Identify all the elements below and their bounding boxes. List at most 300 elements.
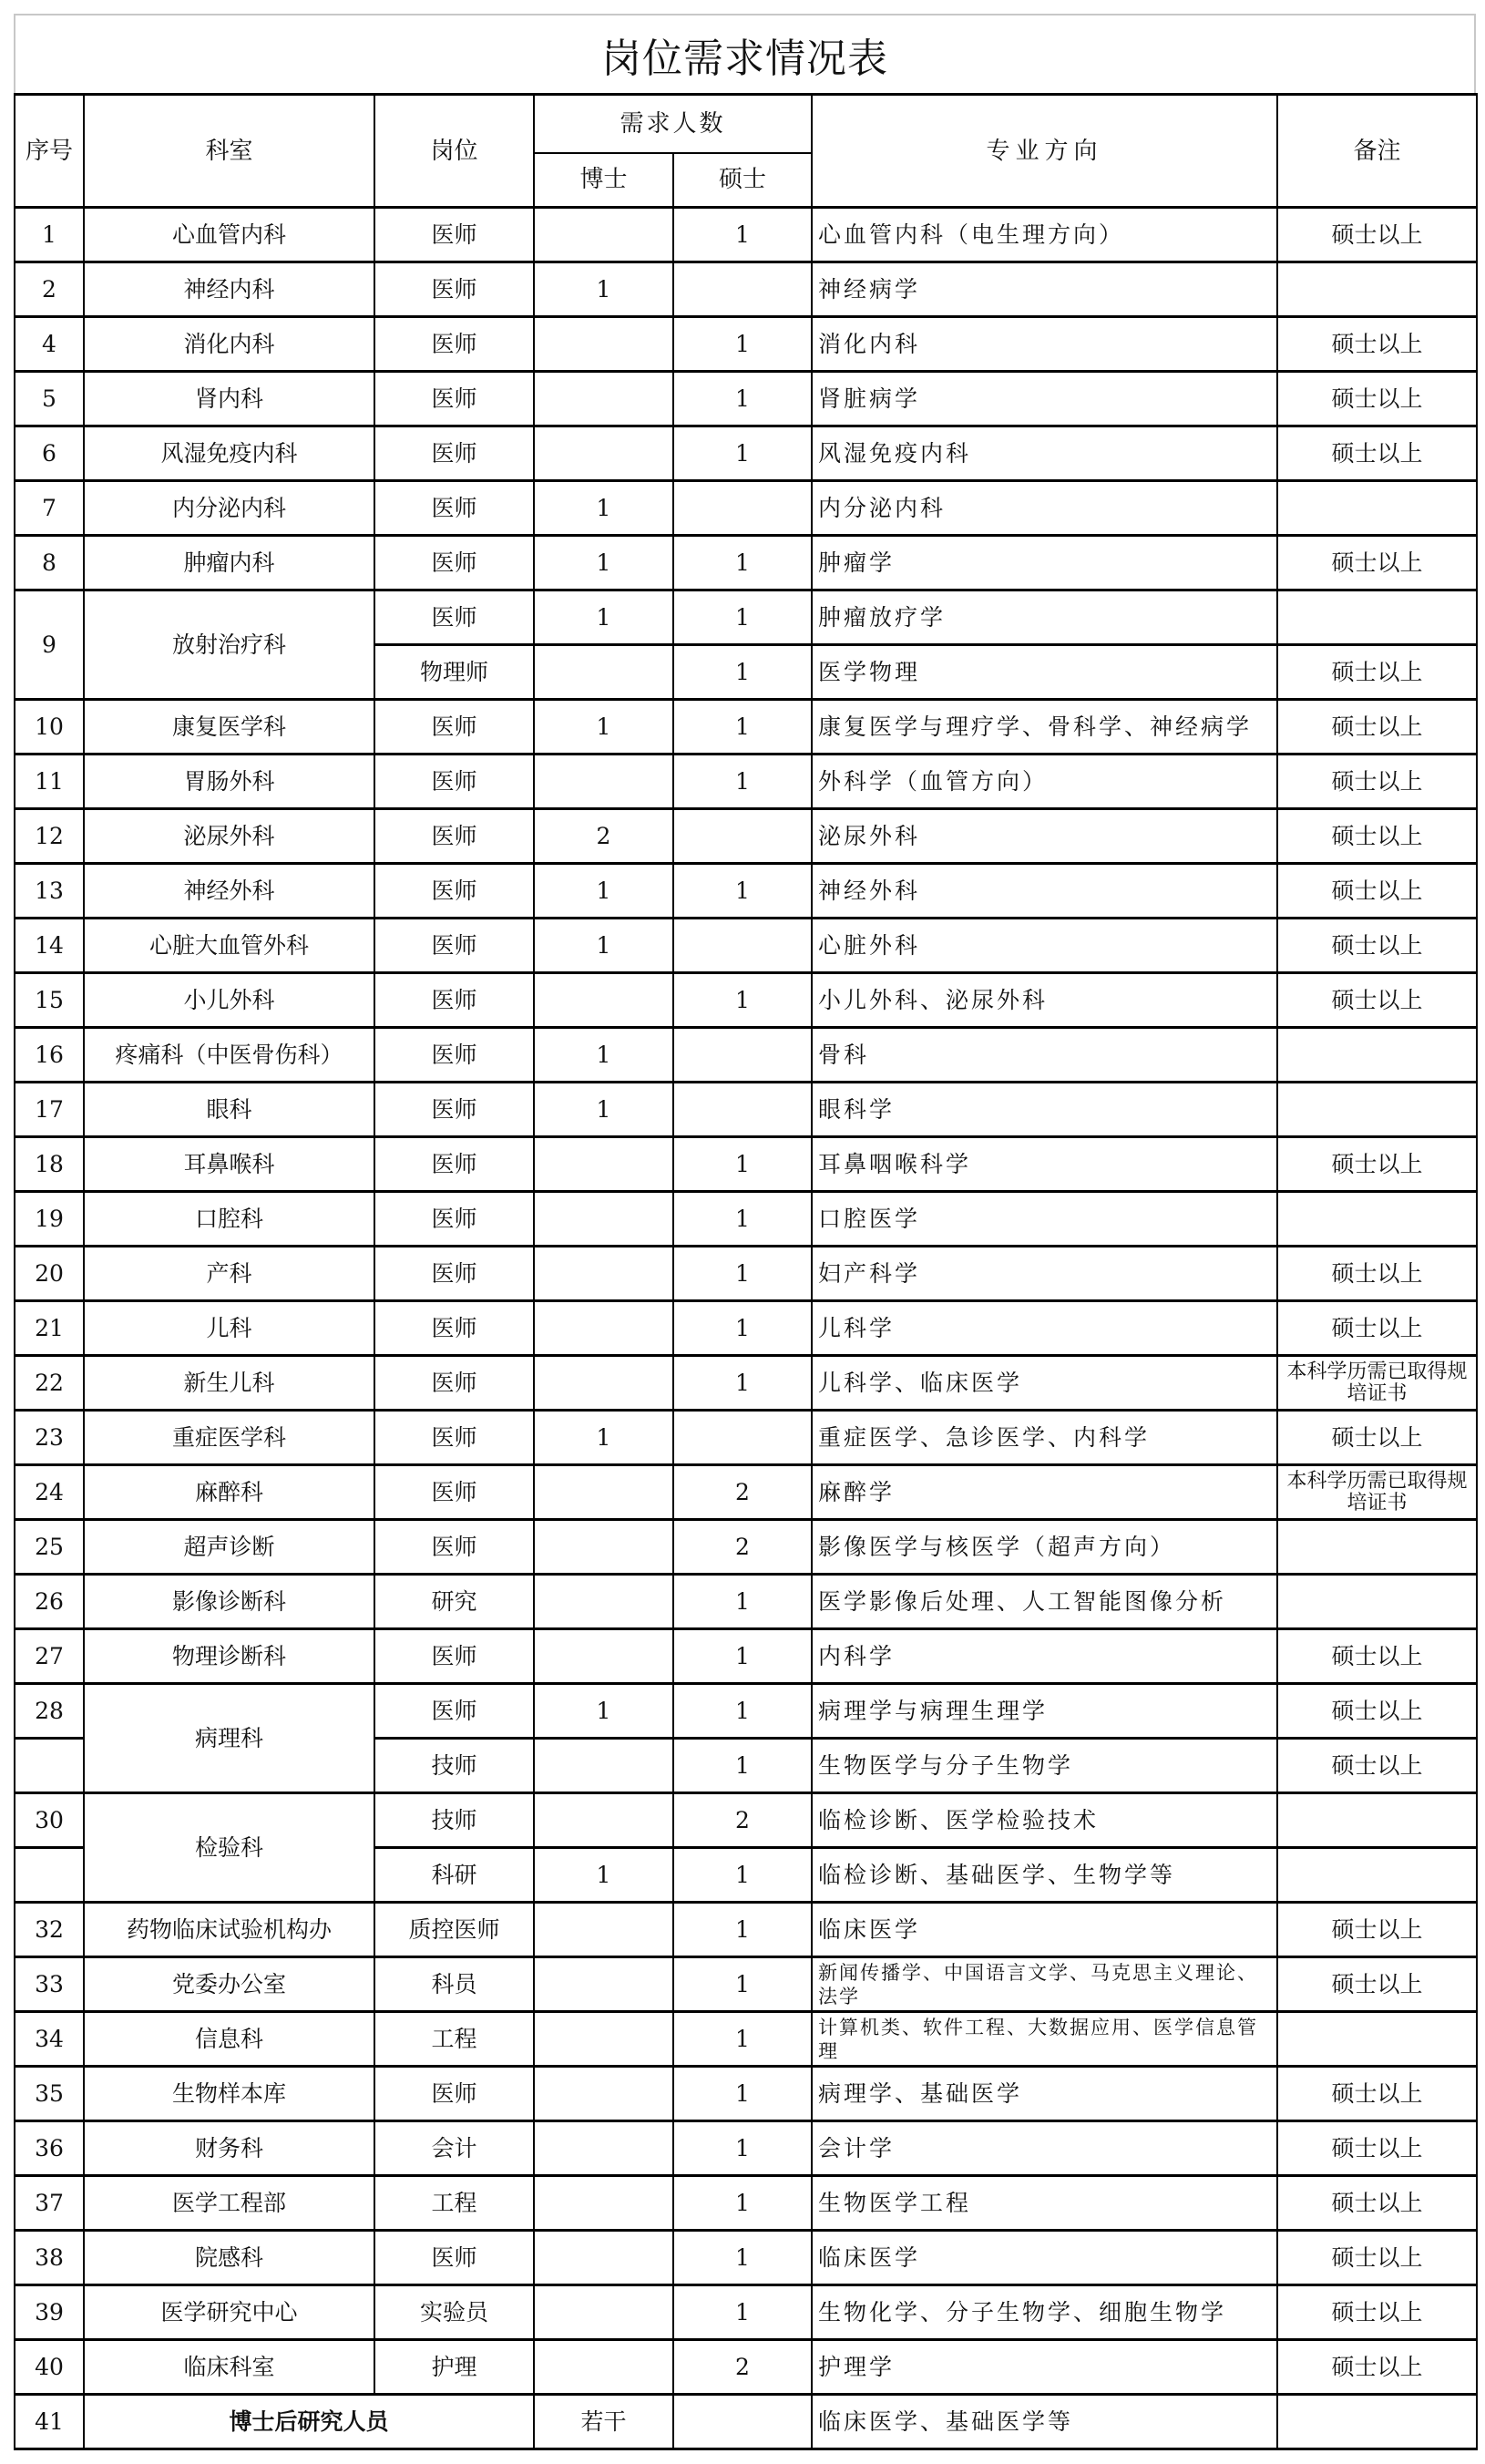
cell-dept: 产科 — [84, 1247, 374, 1301]
cell-major: 重症医学、急诊医学、内科学 — [812, 1411, 1277, 1465]
header-seq: 序号 — [15, 95, 84, 208]
cell-note: 硕士以上 — [1277, 1903, 1477, 1957]
cell-dept: 党委办公室 — [84, 1957, 374, 2012]
cell-major: 医学影像后处理、人工智能图像分析 — [812, 1575, 1277, 1629]
cell-seq: 8 — [15, 536, 84, 590]
cell-seq: 7 — [15, 481, 84, 536]
cell-note — [1277, 1848, 1477, 1903]
cell-note: 硕士以上 — [1277, 372, 1477, 426]
cell-major: 临床医学 — [812, 1903, 1277, 1957]
cell-seq: 25 — [15, 1520, 84, 1575]
cell-major: 儿科学、临床医学 — [812, 1356, 1277, 1411]
cell-seq: 19 — [15, 1192, 84, 1247]
cell-note: 硕士以上 — [1277, 1137, 1477, 1192]
cell-dept: 影像诊断科 — [84, 1575, 374, 1629]
cell-note: 硕士以上 — [1277, 2340, 1477, 2395]
cell-major: 康复医学与理疗学、骨科学、神经病学 — [812, 700, 1277, 755]
cell-phd — [534, 973, 673, 1028]
cell-seq: 10 — [15, 700, 84, 755]
table-row — [15, 1028, 1477, 1083]
cell-position: 技师 — [374, 1739, 534, 1793]
cell-major: 肾脏病学 — [812, 372, 1277, 426]
table-row — [15, 426, 1477, 481]
cell-seq: 39 — [15, 2285, 84, 2340]
cell-position: 医师 — [374, 1684, 534, 1739]
cell-master: 2 — [673, 2340, 812, 2395]
cell-note: 硕士以上 — [1277, 1684, 1477, 1739]
table-row — [15, 1465, 1477, 1520]
cell-dept: 泌尿外科 — [84, 809, 374, 864]
cell-major: 计算机类、软件工程、大数据应用、医学信息管理 — [812, 2012, 1277, 2067]
table-row — [15, 2176, 1477, 2231]
cell-master: 1 — [673, 2285, 812, 2340]
table-row — [15, 1411, 1477, 1465]
table-row — [15, 536, 1477, 590]
cell-seq: 23 — [15, 1411, 84, 1465]
cell-seq: 40 — [15, 2340, 84, 2395]
cell-master: 1 — [673, 755, 812, 809]
cell-seq: 38 — [15, 2231, 84, 2285]
cell-note — [1277, 1028, 1477, 1083]
cell-position: 医师 — [374, 426, 534, 481]
cell-seq: 2 — [15, 262, 84, 317]
cell-note: 硕士以上 — [1277, 809, 1477, 864]
cell-major: 儿科学 — [812, 1301, 1277, 1356]
cell-note: 硕士以上 — [1277, 317, 1477, 372]
title-bar — [14, 14, 1476, 93]
table-row — [15, 1356, 1477, 1411]
cell-major: 生物医学与分子生物学 — [812, 1739, 1277, 1793]
cell-dept: 检验科 — [84, 1793, 374, 1903]
cell-master: 1 — [673, 2176, 812, 2231]
cell-major: 生物化学、分子生物学、细胞生物学 — [812, 2285, 1277, 2340]
cell-position: 护理 — [374, 2340, 534, 2395]
cell-phd — [534, 1903, 673, 1957]
cell-note: 硕士以上 — [1277, 1411, 1477, 1465]
page-title: 岗位需求情况表 — [601, 35, 888, 82]
cell-seq: 11 — [15, 755, 84, 809]
cell-major: 临床医学 — [812, 2231, 1277, 2285]
cell-note — [1277, 2012, 1477, 2067]
table-row — [15, 2285, 1477, 2340]
cell-position: 医师 — [374, 208, 534, 262]
cell-master: 1 — [673, 536, 812, 590]
table-row — [15, 2395, 1477, 2449]
cell-major: 临检诊断、基础医学、生物学等 — [812, 1848, 1277, 1903]
cell-major: 内科学 — [812, 1629, 1277, 1684]
cell-dept: 眼科 — [84, 1083, 374, 1137]
cell-major: 影像医学与核医学（超声方向） — [812, 1520, 1277, 1575]
cell-dept: 肿瘤内科 — [84, 536, 374, 590]
cell-master: 1 — [673, 1903, 812, 1957]
cell-phd — [534, 1739, 673, 1793]
cell-dept: 消化内科 — [84, 317, 374, 372]
cell-master — [673, 919, 812, 973]
cell-note: 硕士以上 — [1277, 755, 1477, 809]
cell-major: 外科学（血管方向） — [812, 755, 1277, 809]
cell-seq — [15, 1848, 84, 1903]
cell-position: 医师 — [374, 1411, 534, 1465]
table-row — [15, 1083, 1477, 1137]
cell-master: 1 — [673, 372, 812, 426]
cell-phd — [534, 2285, 673, 2340]
cell-note: 硕士以上 — [1277, 973, 1477, 1028]
cell-dept: 神经内科 — [84, 262, 374, 317]
cell-dept: 心血管内科 — [84, 208, 374, 262]
table-row — [15, 1903, 1477, 1957]
cell-phd — [534, 2231, 673, 2285]
cell-master: 1 — [673, 2121, 812, 2176]
cell-phd — [534, 372, 673, 426]
cell-note: 硕士以上 — [1277, 1247, 1477, 1301]
cell-note: 硕士以上 — [1277, 2121, 1477, 2176]
cell-dept: 心脏大血管外科 — [84, 919, 374, 973]
cell-note — [1277, 1083, 1477, 1137]
cell-master: 1 — [673, 590, 812, 645]
cell-major: 肿瘤学 — [812, 536, 1277, 590]
cell-position: 研究 — [374, 1575, 534, 1629]
cell-master: 1 — [673, 1301, 812, 1356]
cell-position: 物理师 — [374, 645, 534, 700]
cell-master: 1 — [673, 1192, 812, 1247]
table-row — [15, 2231, 1477, 2285]
cell-seq: 36 — [15, 2121, 84, 2176]
cell-phd — [534, 317, 673, 372]
cell-phd: 若干 — [534, 2395, 673, 2449]
cell-position: 医师 — [374, 809, 534, 864]
cell-master: 2 — [673, 1465, 812, 1520]
cell-position: 医师 — [374, 1137, 534, 1192]
cell-position: 医师 — [374, 262, 534, 317]
cell-seq: 5 — [15, 372, 84, 426]
cell-dept: 儿科 — [84, 1301, 374, 1356]
cell-master: 1 — [673, 208, 812, 262]
cell-position: 质控医师 — [374, 1903, 534, 1957]
table-row — [15, 317, 1477, 372]
cell-major: 小儿外科、泌尿外科 — [812, 973, 1277, 1028]
cell-major: 泌尿外科 — [812, 809, 1277, 864]
cell-dept: 肾内科 — [84, 372, 374, 426]
header-demand: 需求人数 — [534, 95, 812, 153]
cell-phd — [534, 1575, 673, 1629]
cell-master — [673, 809, 812, 864]
header-position: 岗位 — [374, 95, 534, 208]
table-row — [15, 919, 1477, 973]
cell-seq: 27 — [15, 1629, 84, 1684]
table-row — [15, 2012, 1477, 2067]
cell-position: 医师 — [374, 317, 534, 372]
cell-master: 1 — [673, 1247, 812, 1301]
cell-dept: 博士后研究人员 — [84, 2395, 534, 2449]
cell-position: 医师 — [374, 1301, 534, 1356]
table-row — [15, 2340, 1477, 2395]
cell-master: 1 — [673, 973, 812, 1028]
cell-seq: 13 — [15, 864, 84, 919]
cell-phd: 1 — [534, 536, 673, 590]
cell-dept: 新生儿科 — [84, 1356, 374, 1411]
cell-dept: 信息科 — [84, 2012, 374, 2067]
cell-dept: 神经外科 — [84, 864, 374, 919]
cell-master — [673, 2395, 812, 2449]
cell-seq: 33 — [15, 1957, 84, 2012]
cell-note — [1277, 590, 1477, 645]
cell-seq: 24 — [15, 1465, 84, 1520]
cell-major: 内分泌内科 — [812, 481, 1277, 536]
cell-master: 1 — [673, 700, 812, 755]
cell-note — [1277, 262, 1477, 317]
cell-phd — [534, 1356, 673, 1411]
cell-master: 1 — [673, 864, 812, 919]
cell-seq: 15 — [15, 973, 84, 1028]
cell-seq: 26 — [15, 1575, 84, 1629]
cell-seq: 41 — [15, 2395, 84, 2449]
cell-note: 硕士以上 — [1277, 2231, 1477, 2285]
cell-dept: 物理诊断科 — [84, 1629, 374, 1684]
table-row — [15, 1684, 1477, 1739]
table-row — [15, 208, 1477, 262]
cell-dept: 临床科室 — [84, 2340, 374, 2395]
cell-master: 1 — [673, 1356, 812, 1411]
cell-note: 硕士以上 — [1277, 536, 1477, 590]
cell-master: 1 — [673, 317, 812, 372]
cell-master: 2 — [673, 1793, 812, 1848]
cell-position: 医师 — [374, 481, 534, 536]
cell-dept: 疼痛科（中医骨伤科） — [84, 1028, 374, 1083]
cell-position: 医师 — [374, 700, 534, 755]
cell-phd — [534, 755, 673, 809]
table-row — [15, 755, 1477, 809]
cell-note — [1277, 481, 1477, 536]
cell-major: 病理学、基础医学 — [812, 2067, 1277, 2121]
table-row — [15, 700, 1477, 755]
cell-note: 硕士以上 — [1277, 700, 1477, 755]
cell-position: 医师 — [374, 1465, 534, 1520]
cell-position: 技师 — [374, 1793, 534, 1848]
cell-major: 新闻传播学、中国语言文学、马克思主义理论、法学 — [812, 1957, 1277, 2012]
cell-seq: 34 — [15, 2012, 84, 2067]
cell-dept: 药物临床试验机构办 — [84, 1903, 374, 1957]
table-row — [15, 864, 1477, 919]
cell-seq: 20 — [15, 1247, 84, 1301]
cell-master: 1 — [673, 1848, 812, 1903]
recruitment-sheet — [14, 14, 1476, 2450]
cell-major: 骨科 — [812, 1028, 1277, 1083]
cell-phd — [534, 426, 673, 481]
cell-master: 1 — [673, 1739, 812, 1793]
cell-seq — [15, 1739, 84, 1793]
cell-seq: 28 — [15, 1684, 84, 1739]
cell-phd — [534, 1520, 673, 1575]
cell-master: 1 — [673, 645, 812, 700]
cell-note: 硕士以上 — [1277, 645, 1477, 700]
cell-position: 医师 — [374, 536, 534, 590]
cell-phd — [534, 645, 673, 700]
cell-major: 口腔医学 — [812, 1192, 1277, 1247]
cell-note: 本科学历需已取得规培证书 — [1277, 1465, 1477, 1520]
cell-dept: 麻醉科 — [84, 1465, 374, 1520]
cell-position: 医师 — [374, 2067, 534, 2121]
cell-phd — [534, 1301, 673, 1356]
cell-seq: 18 — [15, 1137, 84, 1192]
cell-dept: 胃肠外科 — [84, 755, 374, 809]
cell-seq: 14 — [15, 919, 84, 973]
table-row — [15, 973, 1477, 1028]
cell-position: 医师 — [374, 864, 534, 919]
table-row — [15, 1629, 1477, 1684]
cell-note: 硕士以上 — [1277, 864, 1477, 919]
cell-note — [1277, 1192, 1477, 1247]
cell-position: 工程 — [374, 2176, 534, 2231]
cell-master — [673, 1028, 812, 1083]
cell-position: 医师 — [374, 590, 534, 645]
cell-seq: 32 — [15, 1903, 84, 1957]
cell-note — [1277, 2395, 1477, 2449]
cell-phd: 1 — [534, 919, 673, 973]
cell-phd — [534, 1793, 673, 1848]
cell-dept: 病理科 — [84, 1684, 374, 1793]
cell-master: 1 — [673, 2012, 812, 2067]
cell-note: 硕士以上 — [1277, 208, 1477, 262]
cell-master — [673, 481, 812, 536]
cell-master: 1 — [673, 2067, 812, 2121]
table-row — [15, 1192, 1477, 1247]
cell-major: 耳鼻咽喉科学 — [812, 1137, 1277, 1192]
cell-position: 科研 — [374, 1848, 534, 1903]
cell-master — [673, 1083, 812, 1137]
cell-major: 妇产科学 — [812, 1247, 1277, 1301]
cell-phd: 1 — [534, 864, 673, 919]
cell-major: 护理学 — [812, 2340, 1277, 2395]
cell-seq: 22 — [15, 1356, 84, 1411]
cell-note: 硕士以上 — [1277, 1739, 1477, 1793]
cell-note: 硕士以上 — [1277, 1301, 1477, 1356]
cell-seq: 17 — [15, 1083, 84, 1137]
cell-major: 风湿免疫内科 — [812, 426, 1277, 481]
cell-note: 本科学历需已取得规培证书 — [1277, 1356, 1477, 1411]
cell-major: 神经病学 — [812, 262, 1277, 317]
cell-dept: 财务科 — [84, 2121, 374, 2176]
table-row — [15, 1520, 1477, 1575]
cell-master — [673, 262, 812, 317]
table-row — [15, 1575, 1477, 1629]
cell-major: 肿瘤放疗学 — [812, 590, 1277, 645]
cell-position: 科员 — [374, 1957, 534, 2012]
cell-position: 医师 — [374, 1629, 534, 1684]
cell-phd: 1 — [534, 1083, 673, 1137]
cell-phd — [534, 2176, 673, 2231]
cell-note: 硕士以上 — [1277, 1629, 1477, 1684]
cell-phd — [534, 1192, 673, 1247]
cell-dept: 院感科 — [84, 2231, 374, 2285]
cell-position: 医师 — [374, 1356, 534, 1411]
table-row — [15, 1247, 1477, 1301]
cell-master: 1 — [673, 2231, 812, 2285]
cell-major: 病理学与病理生理学 — [812, 1684, 1277, 1739]
cell-phd: 1 — [534, 700, 673, 755]
cell-phd — [534, 1465, 673, 1520]
cell-major: 医学物理 — [812, 645, 1277, 700]
cell-master: 1 — [673, 1629, 812, 1684]
cell-dept: 医学工程部 — [84, 2176, 374, 2231]
cell-seq: 21 — [15, 1301, 84, 1356]
cell-seq: 4 — [15, 317, 84, 372]
cell-phd — [534, 1629, 673, 1684]
cell-master — [673, 1411, 812, 1465]
cell-dept: 生物样本库 — [84, 2067, 374, 2121]
cell-dept: 医学研究中心 — [84, 2285, 374, 2340]
cell-master: 1 — [673, 426, 812, 481]
cell-phd — [534, 1137, 673, 1192]
cell-seq: 6 — [15, 426, 84, 481]
cell-phd: 2 — [534, 809, 673, 864]
cell-phd — [534, 2067, 673, 2121]
cell-major: 消化内科 — [812, 317, 1277, 372]
cell-position: 医师 — [374, 1192, 534, 1247]
cell-master: 1 — [673, 1575, 812, 1629]
cell-phd — [534, 208, 673, 262]
table-row — [15, 2067, 1477, 2121]
cell-dept: 康复医学科 — [84, 700, 374, 755]
cell-note: 硕士以上 — [1277, 2285, 1477, 2340]
header-master: 硕士 — [673, 153, 812, 208]
cell-note: 硕士以上 — [1277, 2067, 1477, 2121]
cell-position: 医师 — [374, 1083, 534, 1137]
cell-phd: 1 — [534, 1411, 673, 1465]
cell-major: 会计学 — [812, 2121, 1277, 2176]
cell-dept: 耳鼻喉科 — [84, 1137, 374, 1192]
cell-dept: 风湿免疫内科 — [84, 426, 374, 481]
cell-seq: 12 — [15, 809, 84, 864]
table-row — [15, 262, 1477, 317]
table-row — [15, 1957, 1477, 2012]
cell-position: 会计 — [374, 2121, 534, 2176]
cell-major: 生物医学工程 — [812, 2176, 1277, 2231]
cell-major: 临检诊断、医学检验技术 — [812, 1793, 1277, 1848]
cell-major: 眼科学 — [812, 1083, 1277, 1137]
table-row — [15, 590, 1477, 645]
cell-master: 1 — [673, 1137, 812, 1192]
header-major: 专业方向 — [812, 95, 1277, 208]
cell-master: 1 — [673, 1957, 812, 2012]
header-phd: 博士 — [534, 153, 673, 208]
cell-dept: 内分泌内科 — [84, 481, 374, 536]
cell-phd — [534, 1247, 673, 1301]
cell-phd: 1 — [534, 1848, 673, 1903]
cell-position: 医师 — [374, 1520, 534, 1575]
table-row — [15, 481, 1477, 536]
cell-phd: 1 — [534, 262, 673, 317]
cell-position: 医师 — [374, 919, 534, 973]
cell-major: 麻醉学 — [812, 1465, 1277, 1520]
table-row — [15, 1137, 1477, 1192]
cell-phd — [534, 2340, 673, 2395]
cell-note: 硕士以上 — [1277, 919, 1477, 973]
cell-phd: 1 — [534, 590, 673, 645]
cell-position: 工程 — [374, 2012, 534, 2067]
cell-seq: 37 — [15, 2176, 84, 2231]
header-dept: 科室 — [84, 95, 374, 208]
table-row — [15, 2121, 1477, 2176]
cell-dept: 口腔科 — [84, 1192, 374, 1247]
cell-note: 硕士以上 — [1277, 426, 1477, 481]
cell-major: 心脏外科 — [812, 919, 1277, 973]
cell-note — [1277, 1520, 1477, 1575]
cell-dept: 超声诊断 — [84, 1520, 374, 1575]
cell-phd: 1 — [534, 1028, 673, 1083]
cell-seq: 16 — [15, 1028, 84, 1083]
cell-dept: 放射治疗科 — [84, 590, 374, 700]
cell-major: 心血管内科（电生理方向） — [812, 208, 1277, 262]
